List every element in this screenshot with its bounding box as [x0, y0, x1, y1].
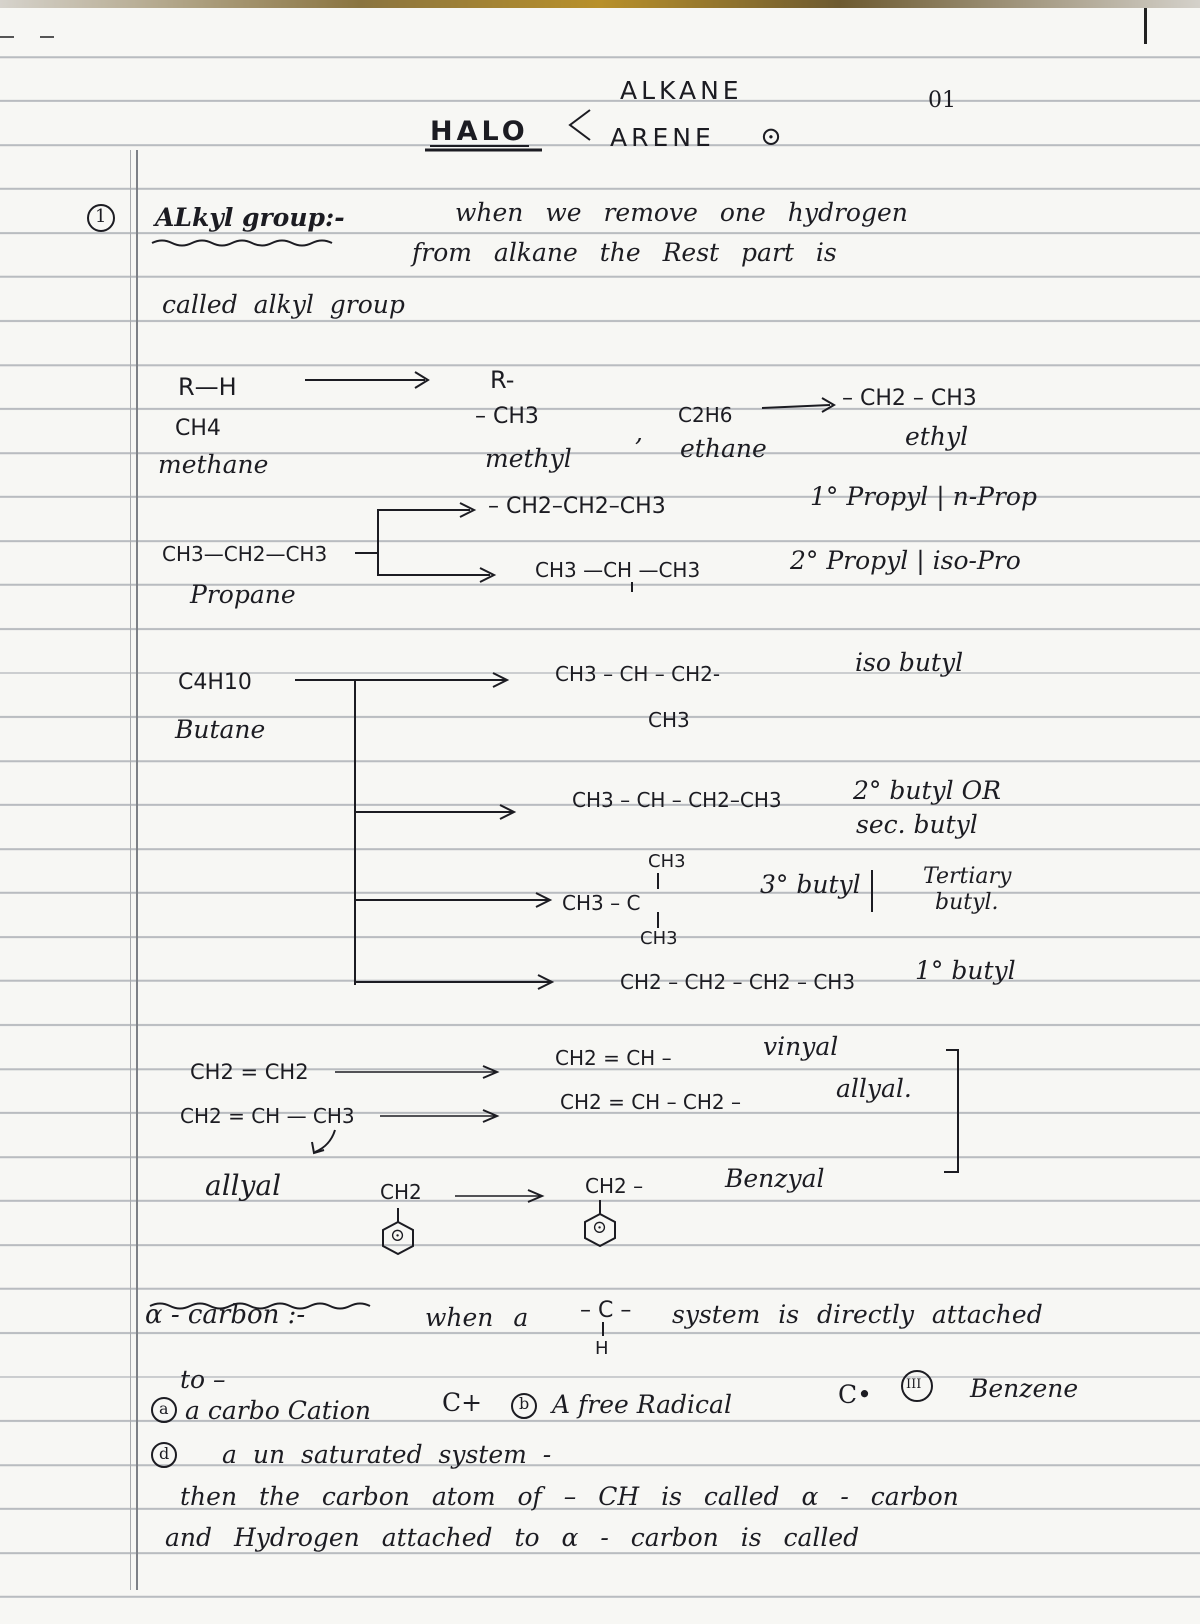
arene-ring-icon: ⊙: [760, 122, 782, 152]
label-a: a: [159, 1399, 169, 1418]
formula-ethyl: – CH2 – CH3: [842, 386, 977, 411]
name-iso-propyl: 2° Propyl | iso-Pro: [790, 546, 1021, 575]
tert-butyl-bottom: CH3: [640, 928, 678, 949]
formula-allyl: CH2 = CH – CH2 –: [560, 1090, 742, 1114]
title-halo: HALO: [430, 116, 529, 147]
alkyl-def-line3: called alkyl group: [162, 290, 405, 319]
name-methane: methane: [158, 450, 269, 479]
bracket: [944, 1050, 958, 1172]
alpha-unsaturated: a un saturated system -: [222, 1440, 552, 1469]
alpha-text-when: when a: [425, 1303, 529, 1332]
name-n-propyl: 1° Propyl | n-Prop: [810, 482, 1037, 511]
iso-butyl-branch: CH3: [648, 708, 690, 732]
name-allyl: allyal.: [836, 1074, 912, 1103]
name-sec-butyl-alt: sec. butyl: [856, 810, 978, 839]
branch-line: [295, 680, 355, 985]
formula-tert-butyl: CH3 – C: [562, 891, 641, 915]
c-dot: C•: [838, 1380, 872, 1409]
alkyl-def-line1: when we remove one hydrogen: [455, 198, 908, 227]
tert-butyl-top: CH3: [648, 851, 686, 872]
formula-vinyl: CH2 = CH –: [555, 1046, 672, 1070]
formula-rh: R—H: [178, 373, 237, 401]
title-arene: ARENE: [610, 123, 715, 152]
branch-line: [355, 510, 470, 553]
name-methyl: methyl: [485, 444, 572, 473]
formula-propane: CH3—CH2—CH3: [162, 542, 328, 566]
formula-r: R-: [490, 366, 515, 394]
alpha-c-frame: – C –: [580, 1298, 632, 1323]
formula-ethane: C2H6: [678, 403, 733, 427]
formula-propene: CH2 = CH — CH3: [180, 1104, 355, 1128]
name-tertiary-butyl: butyl.: [935, 890, 999, 915]
alpha-text-system: system is directly attached: [672, 1300, 1043, 1329]
wavy-underline: [152, 241, 332, 246]
arrow-line: [762, 405, 830, 408]
label-d: d: [159, 1444, 170, 1463]
ring-circle-icon: ⊙: [592, 1217, 608, 1238]
alkyl-def-line2: from alkane the Rest part is: [412, 238, 837, 267]
comma: ,: [635, 418, 643, 447]
formula-n-butyl: CH2 – CH2 – CH2 – CH3: [620, 970, 856, 994]
formula-iso-propyl: CH3 —CH —CH3: [535, 558, 701, 582]
name-sec-butyl: 2° butyl OR: [853, 776, 1001, 805]
formula-ethene: CH2 = CH2: [190, 1060, 309, 1084]
formula-iso-butyl: CH3 – CH – CH2-: [555, 662, 721, 686]
toluene-ch2: CH2: [380, 1180, 422, 1204]
curved-arrow: [315, 1130, 335, 1152]
alpha-carbocation: a carbo Cation: [185, 1396, 371, 1425]
title-alkane: ALKANE: [620, 76, 743, 105]
label-iii: III: [906, 1377, 922, 1392]
name-tert-butyl: 3° butyl: [760, 870, 861, 899]
name-vinyl: vinyal: [763, 1032, 839, 1061]
name-benzyl: Benzyal: [725, 1164, 825, 1193]
name-butane: Butane: [175, 715, 266, 744]
name-tertiary: Tertiary: [923, 864, 1012, 889]
label-b: b: [519, 1394, 530, 1413]
alpha-then-line: then the carbon atom of – CH is called α - carbon: [180, 1482, 959, 1511]
alpha-carbon-heading: α - carbon :-: [145, 1300, 306, 1330]
branch-line: [378, 553, 490, 575]
section-number: 1: [95, 206, 107, 227]
page-number: 01: [928, 88, 956, 113]
alkyl-heading: ALkyl group:-: [155, 203, 345, 232]
name-n-butyl: 1° butyl: [915, 956, 1016, 985]
name-iso-butyl: iso butyl: [855, 648, 964, 677]
header-bracket: [570, 110, 590, 140]
alpha-benzene: Benzene: [970, 1374, 1079, 1403]
name-propane: Propane: [190, 580, 296, 609]
alpha-and-line: and Hydrogen attached to α - carbon is called: [165, 1523, 860, 1552]
alpha-free-radical: A free Radical: [552, 1390, 732, 1419]
name-ethane: ethane: [680, 434, 767, 463]
alpha-to: to –: [180, 1365, 226, 1394]
alpha-h: H: [595, 1338, 609, 1359]
formula-methyl: – CH3: [475, 404, 539, 429]
c-plus: C+: [442, 1388, 483, 1417]
formula-butane: C4H10: [178, 670, 252, 695]
ring-circle-icon: ⊙: [390, 1225, 406, 1246]
benzyl-ch2: CH2 –: [585, 1174, 644, 1198]
label-allyl: allyal: [205, 1169, 282, 1202]
formula-sec-butyl: CH3 – CH – CH2–CH3: [572, 788, 782, 812]
formula-methane: CH4: [175, 416, 221, 441]
name-ethyl: ethyl: [905, 422, 969, 451]
formula-n-propyl: – CH2–CH2–CH3: [488, 494, 666, 519]
